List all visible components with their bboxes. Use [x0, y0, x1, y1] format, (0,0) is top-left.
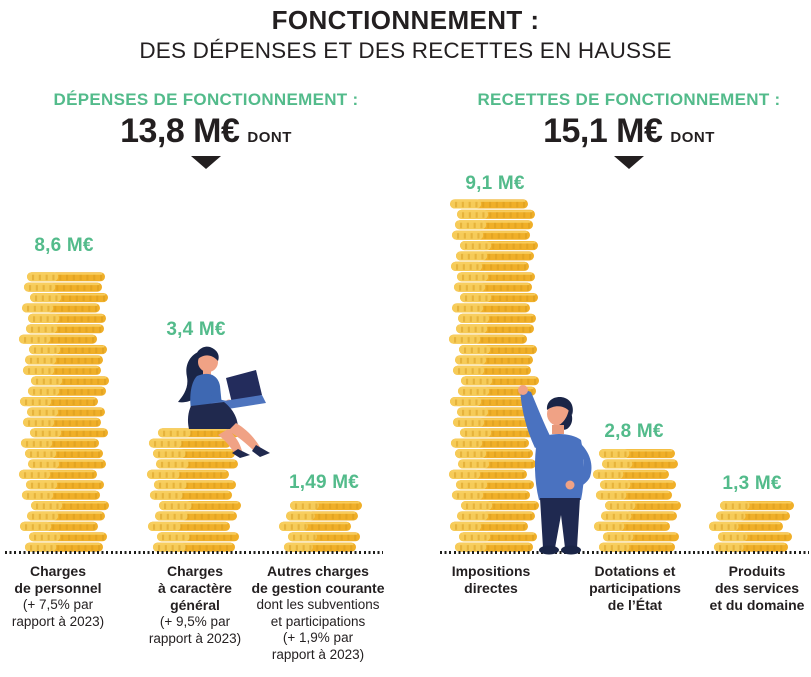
- arrow-down-icon: [614, 156, 644, 169]
- page-title: FONCTIONNEMENT :: [271, 5, 540, 35]
- category-label-line: Dotations et: [594, 563, 676, 579]
- arrow-down-icon: [191, 156, 221, 169]
- category-label-line: participations: [589, 580, 681, 597]
- category-label-line: Produits: [728, 563, 786, 579]
- category-sublabel-line: rapport à 2023): [271, 646, 365, 662]
- category-label-line: de personnel: [14, 580, 102, 597]
- man-illustration: [507, 384, 611, 556]
- category-label-depenses-2: [230, 563, 406, 663]
- category-sublabel-line: et participations: [270, 613, 366, 629]
- title-block: [0, 6, 811, 64]
- recettes-heading: RECETTES DE FONCTIONNEMENT :: [477, 90, 781, 109]
- category-label-line: directes: [464, 580, 518, 597]
- depenses-header: [16, 90, 396, 169]
- category-label-line: à caractère: [158, 580, 232, 597]
- category-label-line: et du domaine: [709, 597, 805, 614]
- category-label-line: général: [170, 597, 220, 614]
- depenses-total: 13,8 M€: [120, 112, 240, 150]
- category-sublabel-line: (+ 1,9% par: [282, 630, 354, 646]
- category-label-line: de gestion courante: [251, 580, 385, 597]
- depenses-dont-label: DONT: [247, 129, 292, 146]
- recettes-header: [439, 90, 811, 169]
- depenses-heading: DÉPENSES DE FONCTIONNEMENT :: [53, 90, 359, 109]
- category-label-recettes-2: [669, 563, 811, 614]
- recettes-amount-row: [439, 112, 811, 151]
- category-sublabel-line: rapport à 2023): [11, 613, 105, 629]
- recettes-dont-label: DONT: [670, 129, 715, 146]
- category-sublabel-line: dont les subventions: [256, 597, 380, 613]
- baseline-recettes: [440, 551, 809, 554]
- depenses-amount-row: [16, 112, 396, 151]
- category-sublabel-line: rapport à 2023): [148, 630, 242, 646]
- coin-stack-recettes-2: [705, 500, 797, 554]
- coin-stack-depenses-2: [275, 500, 365, 554]
- page-subtitle: DES DÉPENSES ET DES RECETTES EN HAUSSE: [139, 37, 672, 63]
- category-label-line: de l’État: [607, 597, 663, 614]
- category-sublabel-line: (+ 7,5% par: [22, 597, 94, 613]
- coin-stack-depenses-0: [16, 271, 112, 554]
- value-label-depenses-0: 8,6 M€: [34, 235, 94, 256]
- recettes-total: 15,1 M€: [543, 112, 663, 150]
- baseline-depenses: [5, 551, 383, 554]
- category-label-line: des services: [714, 580, 800, 597]
- category-label-line: Autres charges: [267, 563, 369, 579]
- woman-illustration: [147, 344, 271, 458]
- value-label-recettes-2: 1,3 M€: [722, 473, 782, 494]
- value-label-depenses-2: 1,49 M€: [288, 472, 360, 493]
- category-label-line: Impositions: [451, 563, 531, 579]
- value-label-recettes-1: 2,8 M€: [604, 421, 664, 442]
- category-label-line: Charges: [29, 563, 87, 579]
- category-sublabel-line: (+ 9,5% par: [159, 614, 231, 630]
- value-label-depenses-1: 3,4 M€: [166, 319, 226, 340]
- value-label-recettes-0: 9,1 M€: [465, 173, 525, 194]
- category-label-line: Charges: [166, 563, 224, 579]
